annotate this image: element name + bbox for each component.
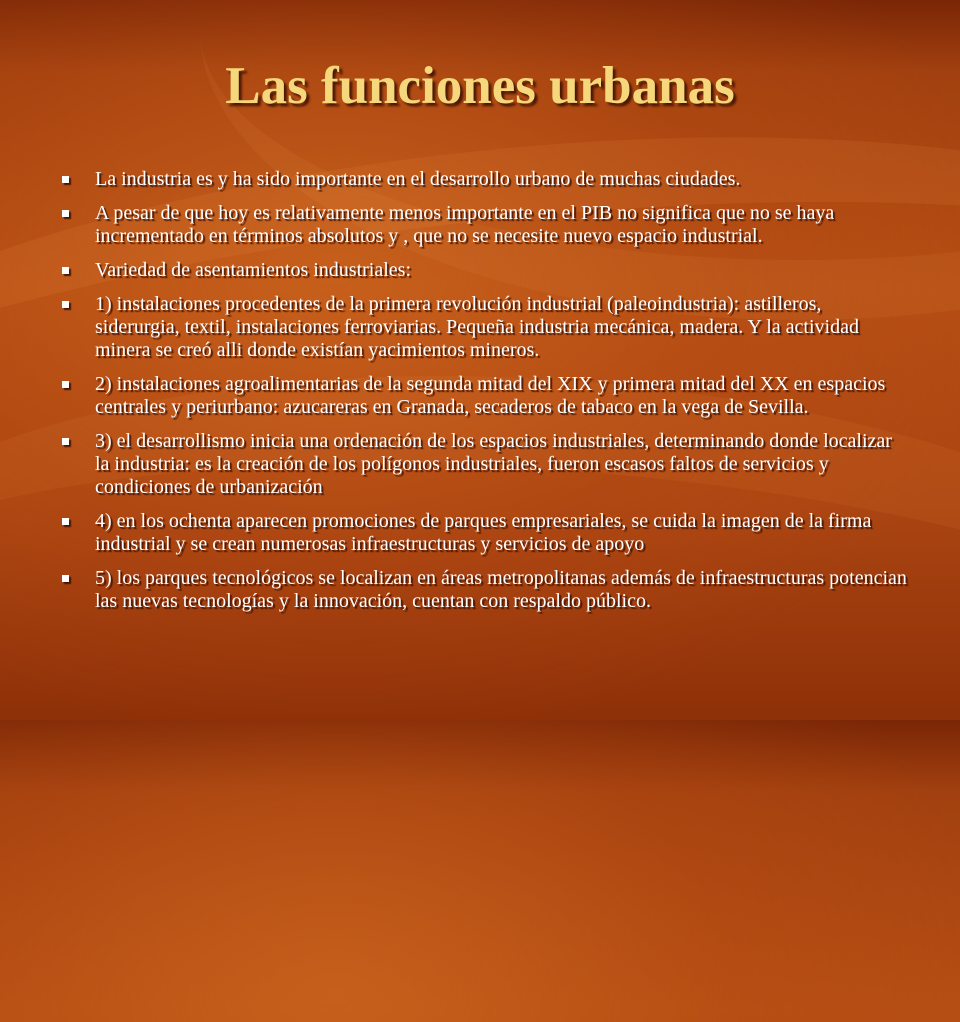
bullet-text: 5) los parques tecnológicos se localizan en áreas metropolitanas además de infraestructuras potencian las nuevas tecnologías y la innovación, cuentan con respaldo público. <box>95 567 907 612</box>
bullet-item <box>60 293 908 362</box>
bullet-item <box>60 259 908 282</box>
slide-title: Las funciones urbanas <box>225 57 735 115</box>
square-bullet-icon <box>62 438 69 445</box>
bullet-text: 3) el desarrollismo inicia una ordenación de los espacios industriales, determinando donde localizar la industria: es la creación de los polígonos industriales, fueron escasos faltos de servicios y condiciones de urbanización <box>95 430 892 498</box>
square-bullet-icon <box>62 381 69 388</box>
bullet-text: La industria es y ha sido importante en el desarrollo urbano de muchas ciudades. <box>95 168 741 190</box>
bullet-item <box>60 168 908 191</box>
bullet-text: 1) instalaciones procedentes de la primera revolución industrial (paleoindustria): astilleros, siderurgia, textil, instalaciones ferroviarias. Pequeña industria mecánica, madera. Y la actividad minera se creó alli donde existían yacimientos mineros. <box>95 293 859 361</box>
bullet-item <box>60 510 908 556</box>
square-bullet-icon <box>62 575 69 582</box>
square-bullet-icon <box>62 210 69 217</box>
bullet-list <box>60 168 908 624</box>
bullet-item <box>60 373 908 419</box>
bullet-text: Variedad de asentamientos industriales: <box>95 259 412 281</box>
bullet-text: 2) instalaciones agroalimentarias de la segunda mitad del XIX y primera mitad del XX en espacios centrales y periurbano: azucareras en Granada, secaderos de tabaco en la vega de Sevilla. <box>95 373 886 418</box>
square-bullet-icon <box>62 301 69 308</box>
bullet-item <box>60 202 908 248</box>
square-bullet-icon <box>62 518 69 525</box>
square-bullet-icon <box>62 267 69 274</box>
bullet-text: 4) en los ochenta aparecen promociones de parques empresariales, se cuida la imagen de la firma industrial y se crean numerosas infraestructuras y servicios de apoyo <box>95 510 872 555</box>
square-bullet-icon <box>62 176 69 183</box>
bullet-item <box>60 567 908 613</box>
bullet-text: A pesar de que hoy es relativamente menos importante en el PIB no significa que no se haya incrementado en términos absolutos y , que no se necesite nuevo espacio industrial. <box>95 202 835 247</box>
bullet-item <box>60 430 908 499</box>
